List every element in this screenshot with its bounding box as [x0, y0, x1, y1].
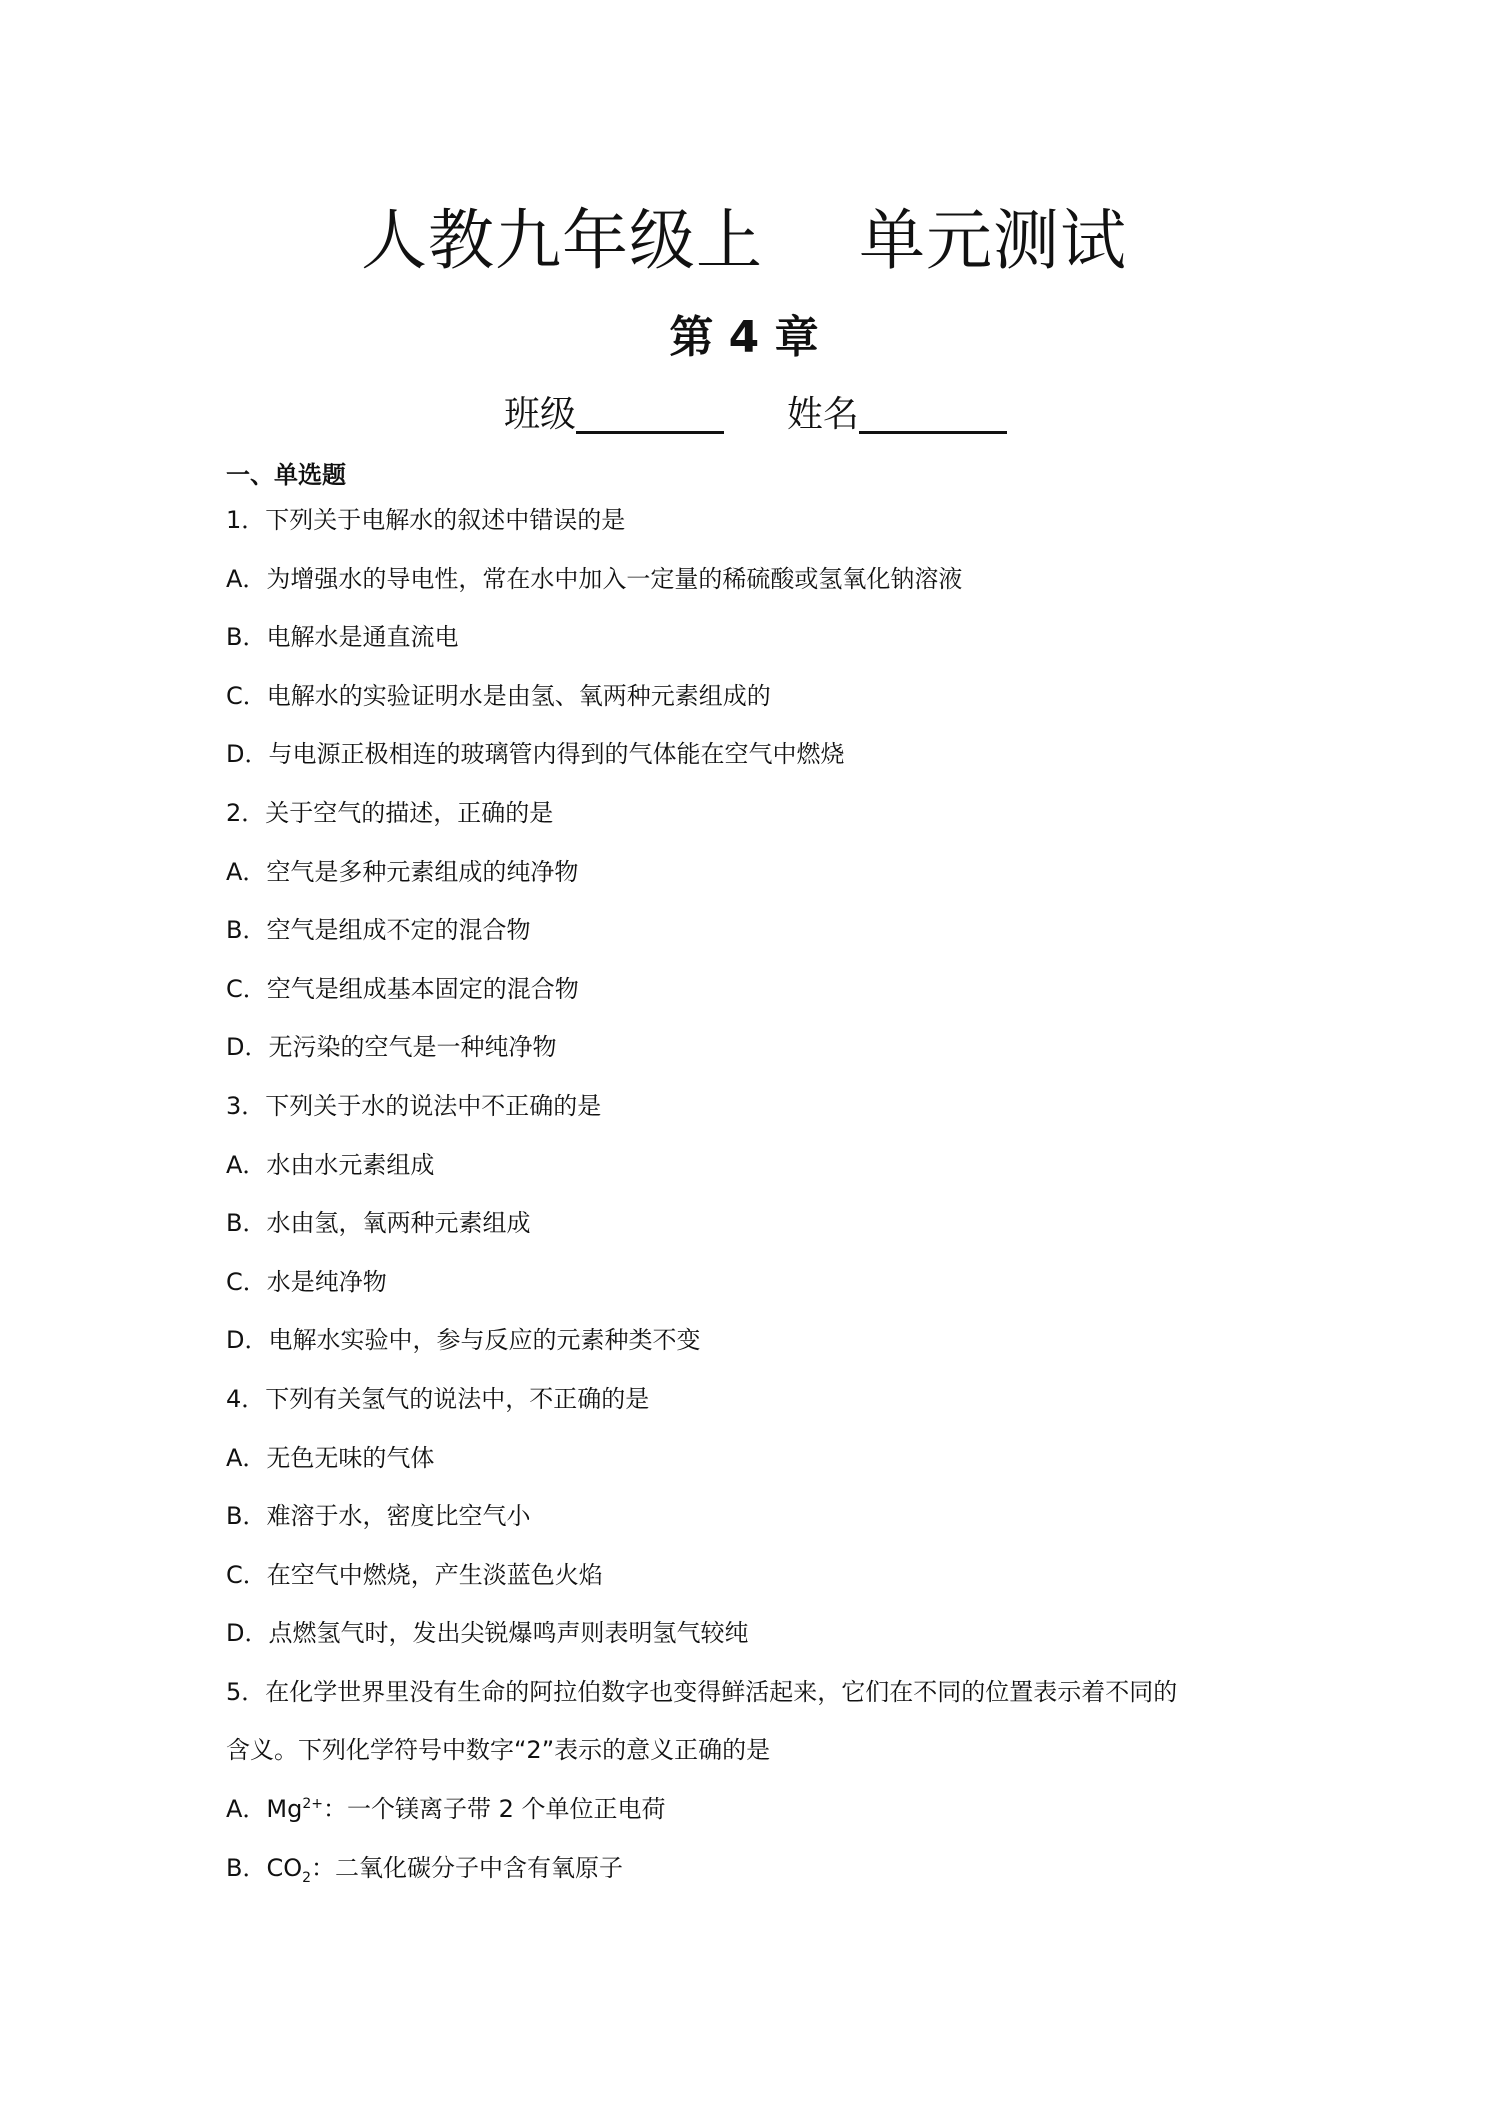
question-5-option-a — [226, 1791, 1276, 1850]
question-4-stem: 4．下列有关氢气的说法中，不正确的是 — [226, 1384, 650, 1413]
question-5-option-b — [226, 1850, 1276, 1909]
option-a-charge: 2+ — [302, 1796, 323, 1813]
name-label: 姓名 — [786, 394, 859, 435]
question-2-option-b: B．空气是组成不定的混合物 — [226, 916, 531, 945]
question-4-option-c: C．在空气中燃烧，产生淡蓝色火焰 — [226, 1560, 603, 1589]
student-info-fields — [504, 390, 1007, 440]
class-label: 班级 — [504, 394, 577, 435]
question-2-option-d: D．无污染的空气是一种纯净物 — [226, 1033, 557, 1062]
question-5-stem-line-1: 5．在化学世界里没有生命的阿拉伯数字也变得鲜活起来，它们在不同的位置表示着不同的 — [226, 1677, 1178, 1706]
question-list — [226, 502, 1276, 1908]
name-blank — [859, 391, 1007, 434]
option-b-subscript: 2 — [302, 1869, 312, 1886]
title-right: 单元测试 — [859, 202, 1127, 279]
chapter-heading: 第 4 章 — [669, 312, 819, 363]
question-2-option-c: C．空气是组成基本固定的混合物 — [226, 974, 579, 1003]
question-4-option-d: D．点燃氢气时，发出尖锐爆鸣声则表明氢气较纯 — [226, 1619, 749, 1648]
question-1-option-b: B．电解水是通直流电 — [226, 623, 459, 652]
question-3-option-c: C．水是纯净物 — [226, 1267, 387, 1296]
question-3-option-d: D．电解水实验中，参与反应的元素种类不变 — [226, 1326, 701, 1355]
option-b-text: ：二氧化碳分子中含有氧原子 — [311, 1853, 624, 1882]
question-2-stem: 2．关于空气的描述，正确的是 — [226, 798, 554, 827]
question-4-option-b: B．难溶于水，密度比空气小 — [226, 1502, 531, 1531]
question-3-option-a: A．水由水元素组成 — [226, 1150, 435, 1179]
question-1-option-c: C．电解水的实验证明水是由氢、氧两种元素组成的 — [226, 681, 771, 710]
option-b-prefix: B．CO — [226, 1853, 303, 1882]
section-heading: 一、单选题 — [226, 461, 346, 489]
question-3-stem: 3．下列关于水的说法中不正确的是 — [226, 1091, 602, 1120]
question-5-stem-line-2: 含义。下列化学符号中数字“2”表示的意义正确的是 — [226, 1736, 771, 1765]
question-1-stem: 1．下列关于电解水的叙述中错误的是 — [226, 506, 626, 534]
question-2-option-a: A．空气是多种元素组成的纯净物 — [226, 857, 579, 886]
option-a-prefix: A．Mg — [226, 1795, 303, 1824]
option-a-text: ：一个镁离子带 2 个单位正电荷 — [323, 1795, 666, 1824]
question-1-option-d: D．与电源正极相连的玻璃管内得到的气体能在空气中燃烧 — [226, 740, 845, 769]
question-3-option-b: B．水由氢，氧两种元素组成 — [226, 1209, 531, 1238]
page-title — [0, 196, 1488, 286]
question-1-option-a: A．为增强水的导电性，常在水中加入一定量的稀硫酸或氢氧化钠溶液 — [226, 564, 963, 593]
question-4-option-a: A．无色无味的气体 — [226, 1443, 435, 1472]
title-left: 人教九年级上 — [361, 202, 763, 279]
class-blank — [576, 391, 724, 434]
